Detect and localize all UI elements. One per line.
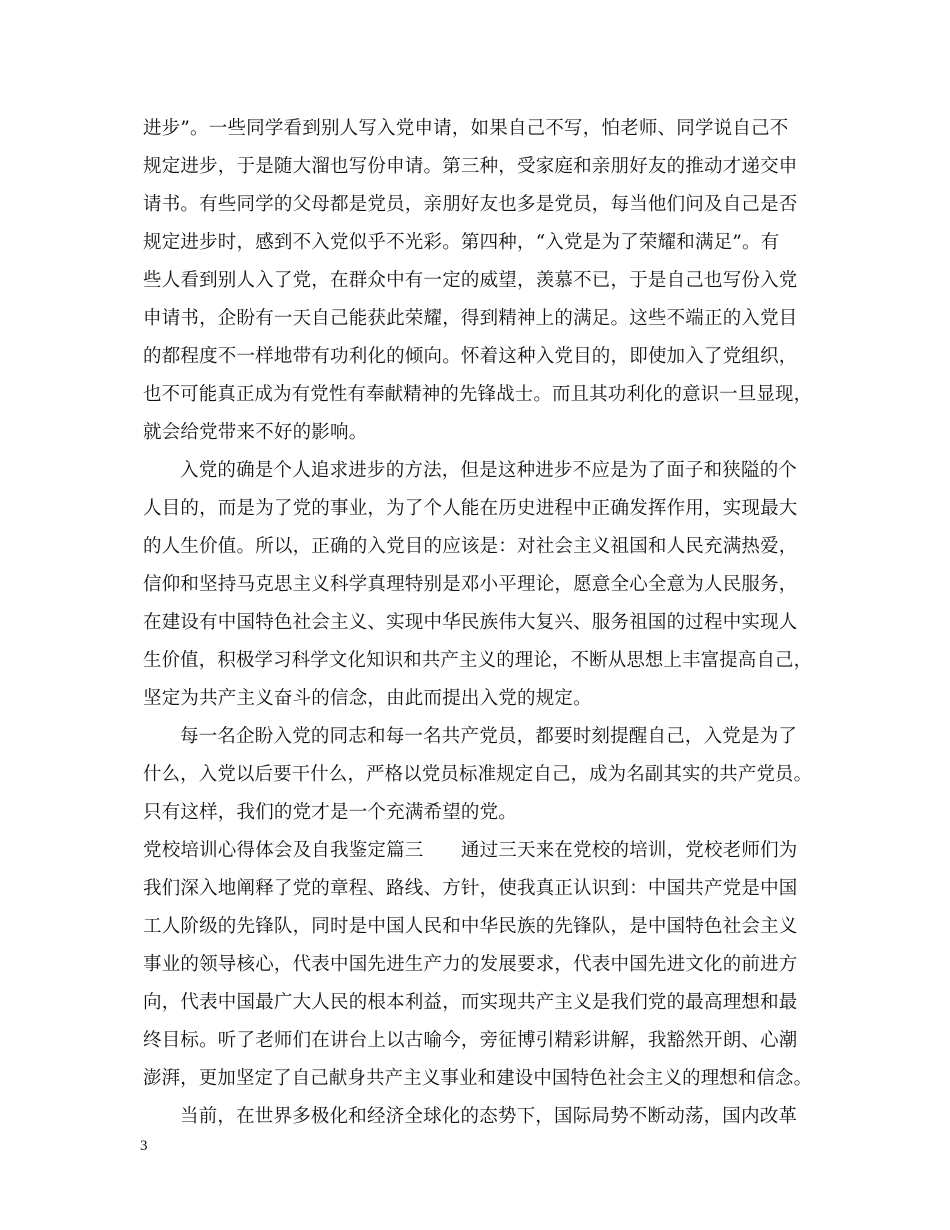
page-number: 3 <box>140 1138 148 1154</box>
text-line: 人目的，而是为了党的事业，为了个人能在历史进程中正确发挥作用，实现最大 <box>143 498 798 519</box>
text-line: 只有这样，我们的党才是一个充满希望的党。 <box>143 802 518 823</box>
text-line: 入党的确是个人追求进步的方法，但是这种进步不应是为了面子和狭隘的个 <box>180 460 798 481</box>
text-line: 工人阶级的先锋队，同时是中国人民和中华民族的先锋队，是中国特色社会主义 <box>143 916 798 937</box>
text-line: 些人看到别人入了党，在群众中有一定的威望，羡慕不已，于是自己也写份入党 <box>143 270 798 291</box>
text-line: 在建设有中国特色社会主义、实现中华民族伟大复兴、服务祖国的过程中实现人 <box>143 612 798 633</box>
text-line: 党校培训心得体会及自我鉴定篇三 通过三天来在党校的培训，党校老师们为 <box>143 840 798 861</box>
text-line: 规定进步时，感到不入党似乎不光彩。第四种，“入党是为了荣耀和满足”。有 <box>143 232 780 253</box>
text-line: 生价值，积极学习科学文化知识和共产主义的理论，不断从思想上丰富提高自己， <box>143 650 813 671</box>
text-line: 的都程度不一样地带有功利化的倾向。怀着这种入党目的，即使加入了党组织， <box>143 346 798 367</box>
text-line: 澎湃，更加坚定了自己献身共产主义事业和建设中国特色社会主义的理想和信念。 <box>143 1068 813 1089</box>
text-line: 请书。有些同学的父母都是党员，亲朋好友也多是党员，每当他们问及自己是否 <box>143 194 798 215</box>
text-line: 的人生价值。所以，正确的入党目的应该是：对社会主义祖国和人民充满热爱， <box>143 536 798 557</box>
text-line: 也不可能真正成为有党性有奉献精神的先锋战士。而且其功利化的意识一旦显现， <box>143 384 813 405</box>
text-line: 终目标。听了老师们在讲台上以古喻今，旁征博引精彩讲解，我豁然开朗、心潮 <box>143 1030 798 1051</box>
text-line: 申请书，企盼有一天自己能获此荣耀，得到精神上的满足。这些不端正的入党目 <box>143 308 798 329</box>
text-line: 什么，入党以后要干什么，严格以党员标准规定自己，成为名副其实的共产党员。 <box>143 764 813 785</box>
text-line: 规定进步，于是随大溜也写份申请。第三种，受家庭和亲朋好友的推动才递交申 <box>143 156 798 177</box>
text-line: 信仰和坚持马克思主义科学真理特别是邓小平理论，愿意全心全意为人民服务， <box>143 574 798 595</box>
text-line: 当前，在世界多极化和经济全球化的态势下，国际局势不断动荡，国内改革 <box>180 1106 798 1127</box>
text-line: 事业的领导核心，代表中国先进生产力的发展要求，代表中国先进文化的前进方 <box>143 954 798 975</box>
text-line: 就会给党带来不好的影响。 <box>143 422 368 443</box>
text-line: 向，代表中国最广大人民的根本利益，而实现共产主义是我们党的最高理想和最 <box>143 992 798 1013</box>
text-line: 坚定为共产主义奋斗的信念，由此而提出入党的规定。 <box>143 688 592 709</box>
text-line: 我们深入地阐释了党的章程、路线、方针，使我真正认识到：中国共产党是中国 <box>143 878 798 899</box>
text-line: 进步”。一些同学看到别人写入党申请，如果自己不写，怕老师、同学说自己不 <box>143 118 789 139</box>
text-line: 每一名企盼入党的同志和每一名共产党员，都要时刻提醒自己，入党是为了 <box>180 726 798 747</box>
